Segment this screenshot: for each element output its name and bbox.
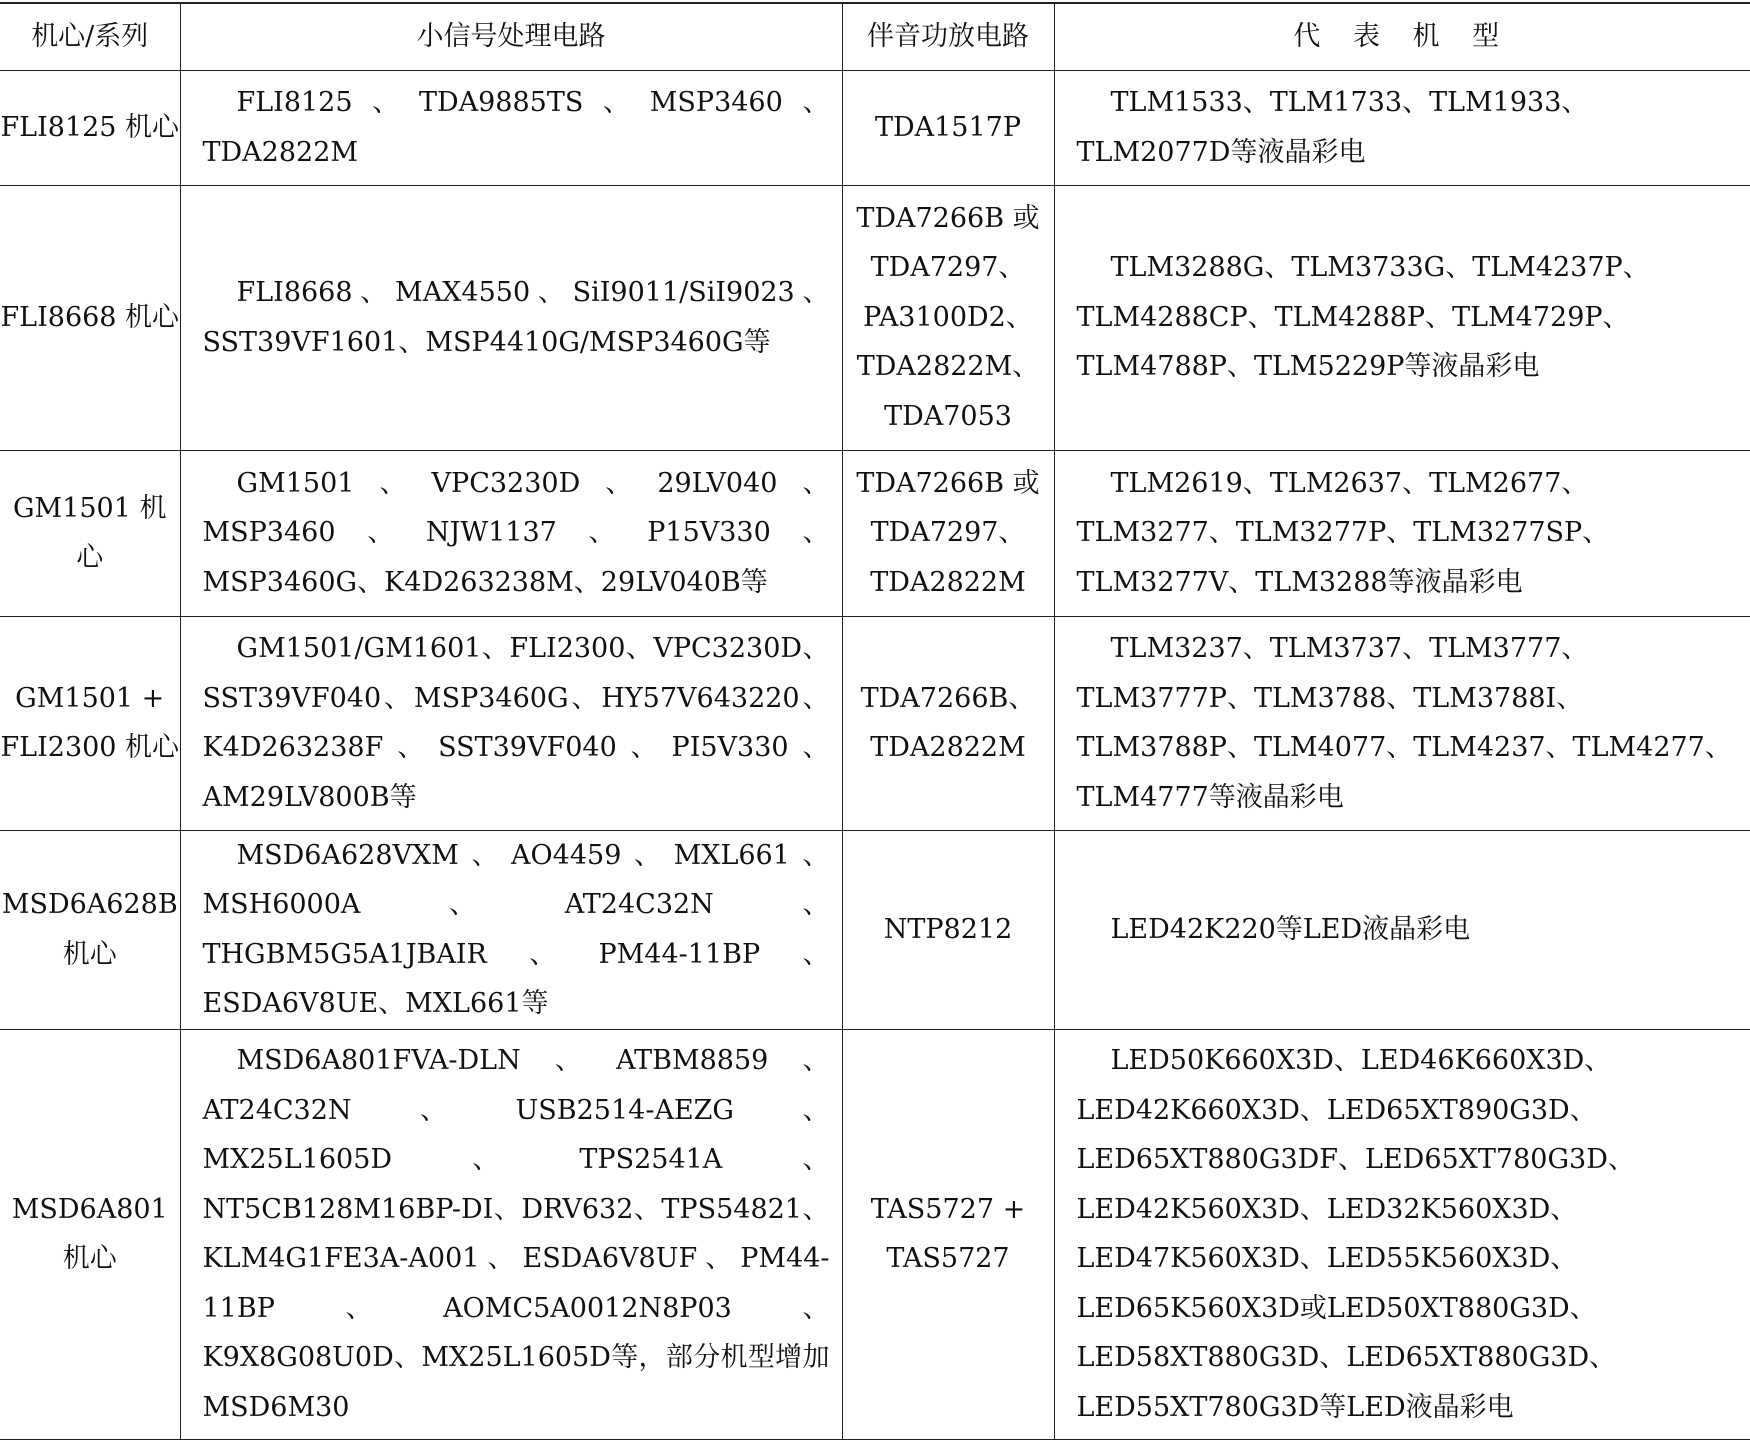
table-row (0, 70, 1750, 185)
cell-audio-amp: TDA7266B、TDA2822M (842, 616, 1054, 830)
cell-audio-amp: TDA1517P (842, 70, 1054, 185)
table-row (0, 616, 1750, 830)
cell-small-signal: FLI8668、MAX4550、SiI9011/SiI9023、SST39VF1601、MSP4410G/MSP3460G等 (180, 185, 842, 450)
cell-models: LED42K220等LED液晶彩电 (1054, 830, 1750, 1029)
chassis-table (0, 2, 1750, 1440)
header-series: 机心/系列 (0, 3, 180, 70)
cell-small-signal: GM1501/GM1601、FLI2300、VPC3230D、SST39VF040、MSP3460G、HY57V643220、K4D263238F、SST39VF040、PI5V330、AM29LV800B等 (180, 616, 842, 830)
table-row (0, 1029, 1750, 1439)
cell-small-signal: FLI8125、TDA9885TS、MSP3460、TDA2822M (180, 70, 842, 185)
cell-series: FLI8125 机心 (0, 70, 180, 185)
cell-small-signal: MSD6A628VXM、AO4459、MXL661、MSH6000A、AT24C32N、THGBM5G5A1JBAIR、PM44-11BP、ESDA6V8UE、MXL661等 (180, 830, 842, 1029)
cell-models: TLM2619、TLM2637、TLM2677、TLM3277、TLM3277P、TLM3277SP、TLM3277V、TLM3288等液晶彩电 (1054, 450, 1750, 616)
cell-models: LED50K660X3D、LED46K660X3D、LED42K660X3D、LED65XT890G3D、LED65XT880G3DF、LED65XT780G3D、LED42K560X3D、LED32K560X3D、LED47K560X3D、LED55K560X3D、LED65K560X3D或LED50XT880G3D、LED58XT880G3D、LED65XT880G3D、LED55XT780G3D等LED液晶彩电 (1054, 1029, 1750, 1439)
cell-small-signal: GM1501、VPC3230D、29LV040、MSP3460、NJW1137、P15V330、MSP3460G、K4D263238M、29LV040B等 (180, 450, 842, 616)
cell-series: GM1501 + FLI2300 机心 (0, 616, 180, 830)
header-models: 代 表 机 型 (1054, 3, 1750, 70)
table-header-row (0, 3, 1750, 70)
cell-audio-amp: TDA7266B 或 TDA7297、TDA2822M (842, 450, 1054, 616)
table-row (0, 450, 1750, 616)
cell-series: MSD6A628B 机心 (0, 830, 180, 1029)
cell-audio-amp: TDA7266B 或 TDA7297、PA3100D2、TDA2822M、TDA7053 (842, 185, 1054, 450)
table-row (0, 185, 1750, 450)
cell-audio-amp: NTP8212 (842, 830, 1054, 1029)
cell-models: TLM3288G、TLM3733G、TLM4237P、TLM4288CP、TLM4288P、TLM4729P、TLM4788P、TLM5229P等液晶彩电 (1054, 185, 1750, 450)
cell-series: FLI8668 机心 (0, 185, 180, 450)
cell-series: GM1501 机心 (0, 450, 180, 616)
cell-audio-amp: TAS5727 + TAS5727 (842, 1029, 1054, 1439)
cell-small-signal: MSD6A801FVA-DLN、ATBM8859、AT24C32N、USB2514-AEZG、MX25L1605D、TPS2541A、NT5CB128M16BP-DI、DRV632、TPS54821、KLM4G1FE3A-A001、ESDA6V8UF、PM44-11BP、AOMC5A0012N8P03、K9X8G08U0D、MX25L1605D等，部分机型增加MSD6M30 (180, 1029, 842, 1439)
cell-models: TLM1533、TLM1733、TLM1933、TLM2077D等液晶彩电 (1054, 70, 1750, 185)
header-audio-amp: 伴音功放电路 (842, 3, 1054, 70)
cell-series: MSD6A801 机心 (0, 1029, 180, 1439)
table-row (0, 830, 1750, 1029)
cell-models: TLM3237、TLM3737、TLM3777、TLM3777P、TLM3788、TLM3788I、TLM3788P、TLM4077、TLM4237、TLM4277、TLM4777等液晶彩电 (1054, 616, 1750, 830)
header-small-signal: 小信号处理电路 (180, 3, 842, 70)
